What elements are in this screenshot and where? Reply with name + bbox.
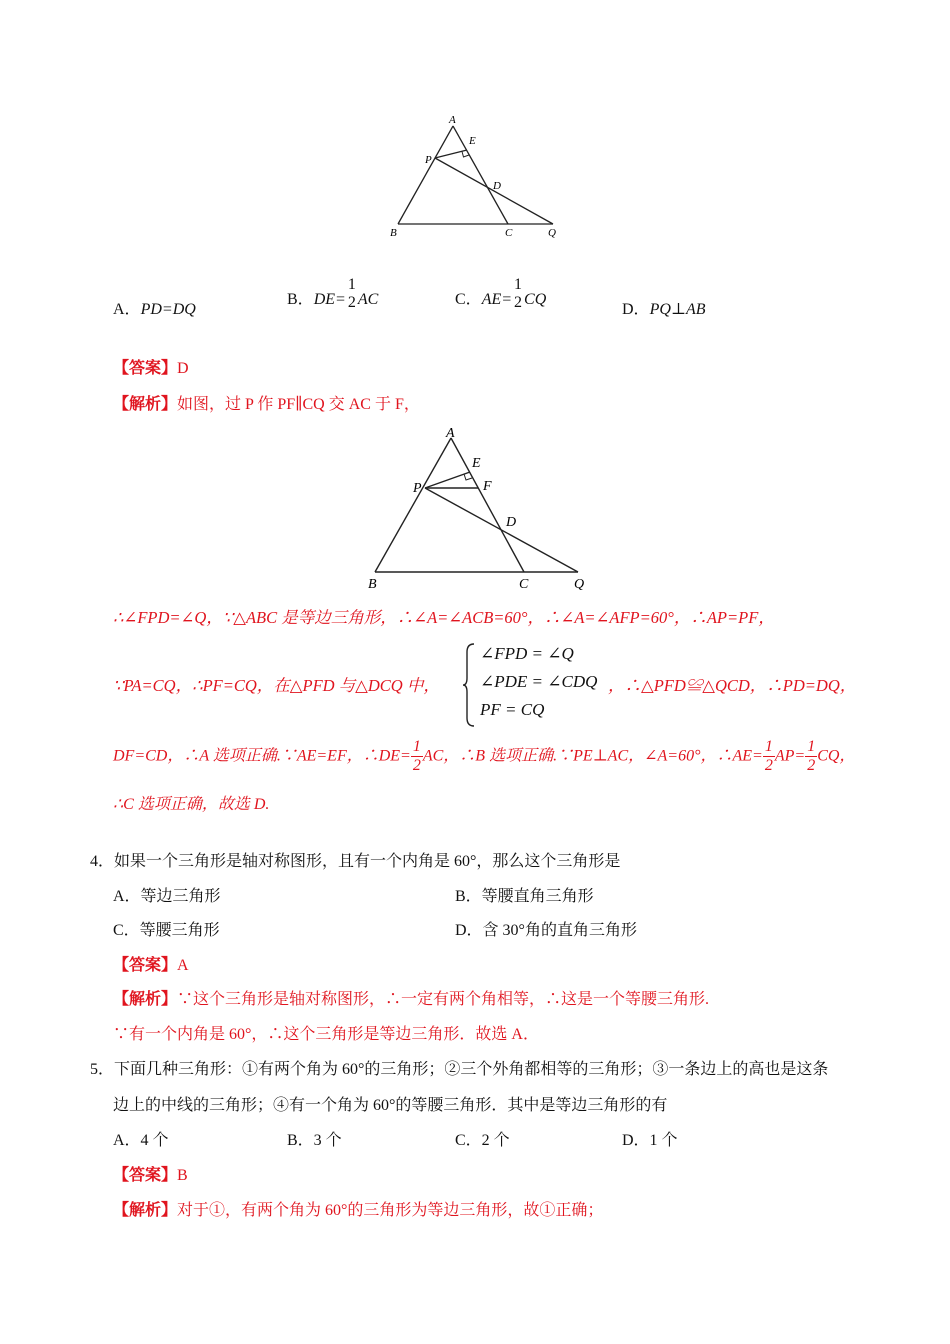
point-label-q: Q (548, 227, 556, 239)
system-row-2: ∠PDE = ∠CDQ (480, 672, 598, 691)
option-a-q3: A．PD=DQ (113, 301, 196, 318)
q5-answer: 【答案】B (113, 1167, 188, 1184)
segment-pe (425, 472, 470, 488)
q4-option-c: C．等腰三角形 (113, 922, 220, 939)
point-label-q: Q (574, 577, 585, 592)
point-label-c: C (505, 227, 513, 239)
fraction-half: 1 2 (347, 276, 356, 311)
analysis-q3-line3-left: ∵PA=CQ，∴PF=CQ，在△PFD 与△DCQ 中， (113, 676, 440, 695)
point-label-c: C (519, 577, 529, 592)
q5-analysis-line1: 【解析】对于①，有两个角为 60°的三角形为等边三角形，故①正确； (113, 1202, 604, 1219)
point-label-a: A (446, 426, 455, 441)
analysis-q3-line1: 【解析】如图，过 P 作 PF∥CQ 交 AC 于 F， (113, 396, 420, 413)
point-label-e: E (469, 135, 476, 147)
q5-option-c: C．2 个 (455, 1132, 510, 1149)
point-label-d: D (493, 180, 501, 192)
q4-answer: 【答案】A (113, 957, 189, 974)
point-label-b: B (390, 227, 397, 239)
q4-option-b: B．等腰直角三角形 (455, 888, 594, 905)
fraction-half: 1 2 (514, 276, 523, 311)
q4-stem: 4．如果一个三角形是轴对称图形，且有一个内角是 60°，那么这个三角形是 (90, 853, 621, 870)
point-label-a: A (449, 114, 456, 126)
analysis-q3-line3-right: ，∴△PFD≌△QCD，∴PD=DQ， (608, 676, 857, 695)
point-label-p: P (425, 154, 432, 166)
q4-option-d: D．含 30°角的直角三角形 (455, 922, 637, 939)
segment-pq (425, 488, 578, 572)
analysis-q3-line5: ∴C 选项正确，故选 D. (113, 796, 270, 813)
q5-stem-line2: 边上的中线的三角形；④有一个角为 60°的等腰三角形．其中是等边三角形的有 (113, 1097, 668, 1114)
system-row-1: ∠FPD = ∠Q (480, 644, 574, 663)
analysis-q3-line4: DF=CD，∴A 选项正确.∵AE=EF，∴DE= $\frac{1}{2}$ AC，∴B 选项正确.∵PE⊥AC，∠A=60°，∴AE= $\frac{1}{2}$ AP= $\frac{1}{2}$ CQ， (113, 738, 856, 774)
left-brace (462, 642, 476, 728)
q4-analysis-line1: 【解析】∵这个三角形是轴对称图形，∴一定有两个角相等，∴这是一个等腰三角形. (113, 991, 710, 1008)
q5-option-b: B．3 个 (287, 1132, 342, 1149)
q4-option-a: A．等边三角形 (113, 888, 221, 905)
triangle-figure-2 (362, 424, 597, 594)
equation-system (480, 640, 597, 724)
fraction-half: $\frac{1}{2}$ (412, 738, 421, 774)
system-row-3: PF = CQ (480, 700, 545, 719)
q5-option-d: D．1 个 (622, 1132, 678, 1149)
segment-ac (451, 438, 524, 572)
option-d-q3: D．PQ⊥AB (622, 301, 706, 318)
option-c-q3: C．AE= 1 2 CQ (455, 276, 547, 311)
segment-ab (398, 126, 453, 224)
segment-ab (375, 438, 451, 572)
q5-stem-line1: 5．下面几种三角形：①有两个角为 60°的三角形；②三个外角都相等的三角形；③一条边上的高也是这条 (90, 1061, 829, 1078)
point-label-f: F (483, 479, 492, 494)
segment-ac (453, 126, 508, 224)
point-label-d: D (506, 515, 517, 530)
option-b-q3: B．DE= 1 2 AC (287, 276, 379, 311)
triangle-figure-1 (385, 112, 570, 244)
analysis-q3-line2: ∴∠FPD=∠Q，∵△ABC 是等边三角形，∴∠A=∠ACB=60°，∴∠A=∠AFP=60°，∴AP=PF， (113, 608, 775, 627)
point-label-e: E (472, 456, 481, 471)
fraction-half: $\frac{1}{2}$ (807, 738, 816, 774)
q4-analysis-line2: ∵有一个内角是 60°，∴这个三角形是等边三角形．故选 A． (113, 1026, 539, 1043)
fraction-half: $\frac{1}{2}$ (764, 738, 773, 774)
answer-q3: 【答案】D (113, 360, 189, 377)
point-label-p: P (413, 481, 422, 496)
point-label-b: B (368, 577, 377, 592)
q5-option-a: A．4 个 (113, 1132, 169, 1149)
